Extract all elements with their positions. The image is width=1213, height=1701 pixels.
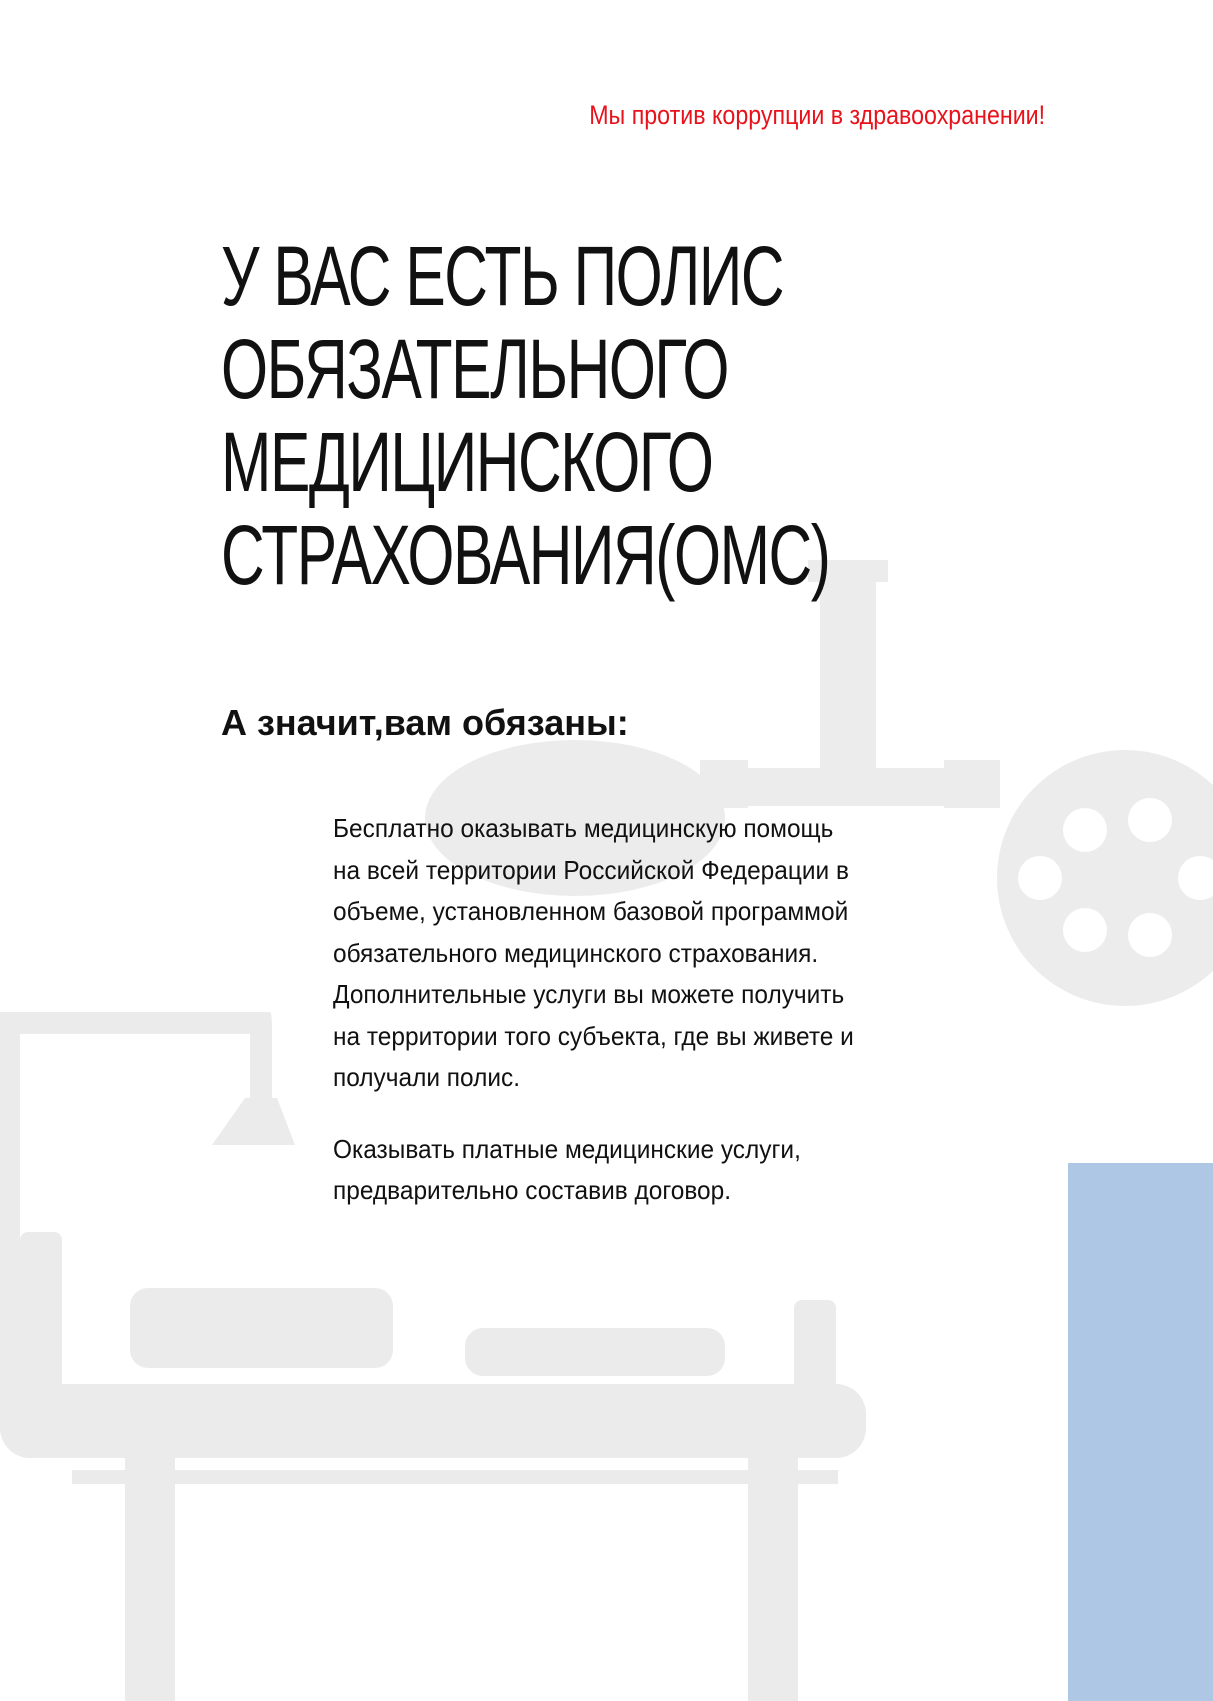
obligation-free-care-paragraph: Бесплатно оказывать медицинскую помощь на всей территории Российской Федерации в объеме, установленном базовой программой обязательного медицинского страхования. Дополнительные услуги вы можете получить на территории того субъекта, где вы живете и получали полис. — [333, 813, 854, 1092]
obligation-paid-services-paragraph: Оказывать платные медицинские услуги, предварительно составив договор. — [333, 1133, 801, 1205]
section-subheading: А значит,вам обязаны: — [221, 702, 629, 743]
title-line: У ВАС ЕСТЬ ПОЛИС — [221, 229, 784, 323]
obligations-text — [333, 808, 893, 1242]
anti-corruption-slogan: Мы против коррупции в здравоохранении! — [589, 100, 1045, 130]
page-title — [221, 230, 829, 602]
accent-band — [1068, 1163, 1213, 1701]
title-line: ОБЯЗАТЕЛЬНОГО — [221, 322, 728, 416]
title-line: МЕДИЦИНСКОГО — [221, 415, 713, 509]
title-line: СТРАХОВАНИЯ(ОМС) — [221, 508, 830, 602]
